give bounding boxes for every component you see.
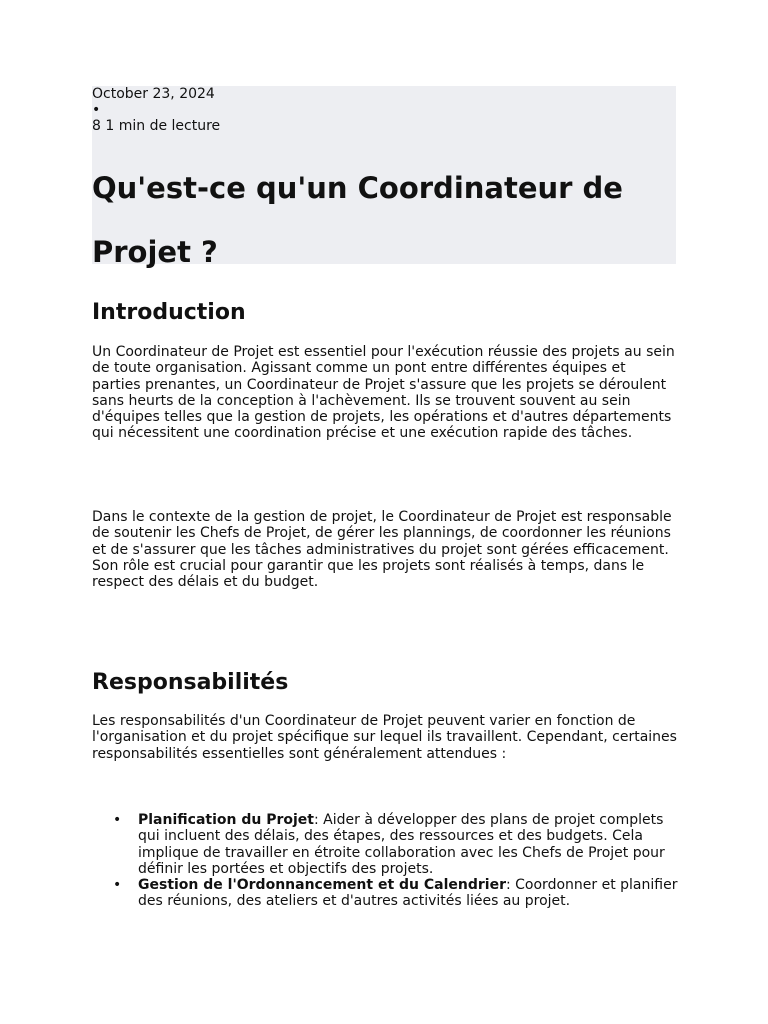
section-heading-responsabilites: Responsabilités: [92, 670, 289, 695]
list-item-text: : Coordonner et planifier des réunions, des ateliers et d'autres activités liées au projet.: [138, 877, 678, 910]
article-title: Qu'est-ce qu'un Coordinateur de Projet ?: [92, 171, 623, 269]
meta-separator: •: [92, 102, 101, 118]
responsabilites-paragraph: Les responsabilités d'un Coordinateur de Projet peuvent varier en fonction de l'organisation et du projet spécifique sur lequel ils travaillent. Cependant, certaines responsabilités essentielles sont généralement attendues :: [92, 713, 677, 762]
section-heading-introduction: Introduction: [92, 300, 246, 325]
list-item: [92, 812, 678, 877]
publish-date: October 23, 2024: [92, 86, 215, 102]
bullet-icon: •: [113, 877, 122, 894]
responsabilites-list: [92, 812, 678, 910]
list-item-term: Gestion de l'Ordonnancement et du Calendrier: [138, 877, 506, 894]
intro-paragraph-1: Un Coordinateur de Projet est essentiel pour l'exécution réussie des projets au sein de toute organisation. Agissant comme un pont entre différentes équipes et parties prenantes, un Coordinateur de Projet s'assure que les projets se déroulent sans heurts de la conception à l'achèvement. Ils se trouvent souvent au sein d'équipes telles que la gestion de projets, les opérations et d'autres départements qui nécessitent une coordination précise et une exécution rapide des tâches.: [92, 344, 675, 442]
article-meta: [92, 86, 220, 134]
intro-paragraph-2: Dans le contexte de la gestion de projet, le Coordinateur de Projet est responsable de soutenir les Chefs de Projet, de gérer les plannings, de coordonner les réunions et de s'assurer que les tâches administratives du projet sont gérées efficacement. Son rôle est crucial pour garantir que les projets sont réalisés à temps, dans le respect des délais et du budget.: [92, 509, 672, 591]
reading-time: 8 1 min de lecture: [92, 118, 221, 134]
list-item-text: : Aider à développer des plans de projet complets qui incluent des délais, des étapes, des ressources et des budgets. Cela implique de travailler en étroite collaboration avec les Chefs de Projet pour définir les portées et objectifs des projets.: [138, 812, 665, 877]
list-item: [92, 877, 678, 910]
bullet-icon: •: [113, 812, 122, 828]
list-item-term: Planification du Projet: [138, 812, 314, 828]
